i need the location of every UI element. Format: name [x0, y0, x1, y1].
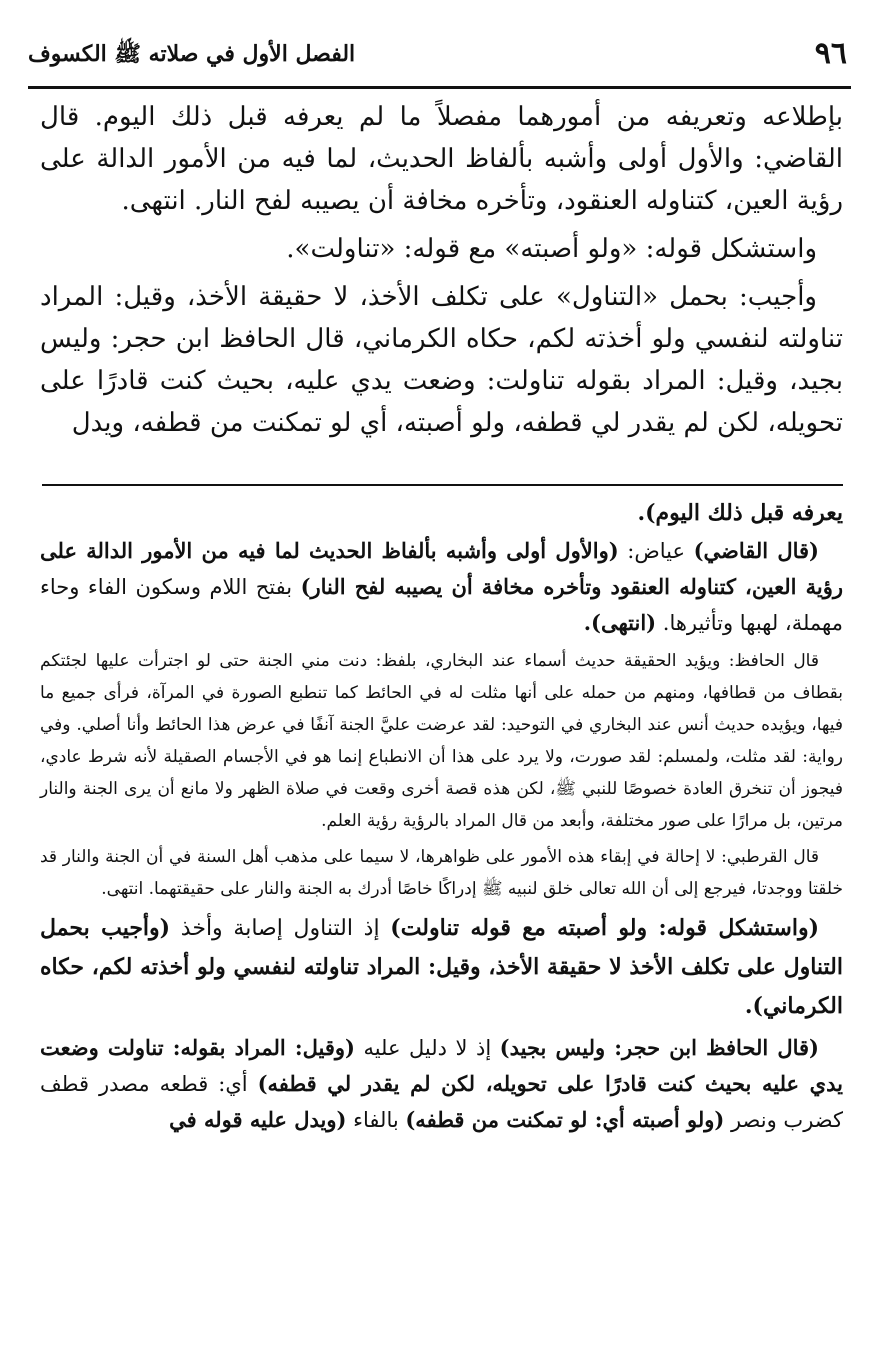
- main-paragraph-2: واستشكل قوله: «ولو أصبته» مع قوله: «تناولت».: [286, 234, 817, 264]
- commentary-plain: بالفاء: [346, 1108, 406, 1132]
- main-paragraph-1: بإطلاعه وتعريفه من أمورهما مفصلاً ما لم يعرفه قبل ذلك اليوم. قال القاضي: والأول أولى وأشبه بألفاظ الحديث، لما فيه من الأمور الدالة على رؤية العين، كتناوله العنقود، وتأخره مخافة أن يصيبه لفح النار. انتهى.: [40, 102, 843, 216]
- commentary-paragraph-4: قال القرطبي: لا إحالة في إبقاء هذه الأمور على ظواهرها، لا سيما على مذهب أهل السنة في أن الجنة والنار قد خلقتا ووجدتا، فيرجع إلى أن الله تعالى خلق لنبيه ﷺ إدراكًا خاصًا أدرك به الجنة والنار على حقيقتهما. انتهى.: [40, 847, 843, 899]
- commentary-bold: (وأجيب بحمل التناول على تكلف الأخذ لا حقيقة الأخذ، وقيل: المراد تناولته لنفسي ولو أخذته لكم، حكاه الكرماني).: [40, 915, 843, 1019]
- commentary-plain: عياض:: [618, 539, 694, 563]
- commentary-plain: أي: قطعه مصدر قطف كضرب ونصر: [40, 1072, 843, 1132]
- running-title: الفصل الأول في صلاته ﷺ الكسوف: [28, 41, 356, 67]
- header-rule: [28, 86, 851, 89]
- commentary-plain: إذ لا دليل عليه: [354, 1036, 500, 1060]
- commentary-bold: يعرفه قبل ذلك اليوم).: [637, 500, 843, 526]
- main-text: [40, 96, 843, 444]
- commentary-bold: (ولو أصبته أي: لو تمكنت من قطفه): [405, 1107, 725, 1132]
- section-rule: [42, 484, 843, 486]
- commentary-paragraph-2: [40, 533, 843, 641]
- commentary-paragraph-6: [40, 1030, 843, 1138]
- commentary-bold: (واستشكل قوله: ولو أصبته مع قوله تناولت): [390, 915, 819, 941]
- commentary: [40, 494, 843, 1138]
- commentary-bold: (قال القاضي): [693, 538, 819, 563]
- commentary-bold: (وقيل: المراد بقوله: تناولت وضعت يدي عليه بحيث كنت قادرًا على تحويله، لكن لم يقدر لي قطفه): [40, 1035, 843, 1096]
- commentary-bold: (انتهى).: [583, 610, 657, 635]
- commentary-line-1: [40, 494, 843, 533]
- commentary-plain: بفتح اللام وسكون الفاء وحاء مهملة، لهبها وتأثيرها.: [40, 575, 843, 635]
- commentary-bold: (قال الحافظ ابن حجر: وليس بجيد): [499, 1035, 819, 1060]
- commentary-bold: (والأول أولى وأشبه بألفاظ الحديث لما فيه من الأمور الدالة على رؤية العين، كتناوله العنقود وتأخره مخافة أن يصيبه لفح النار): [40, 538, 843, 599]
- commentary-plain: إذ التناول إصابة وأخذ: [170, 916, 391, 941]
- commentary-bold: (ويدل عليه قوله في: [169, 1107, 347, 1132]
- page-number: ٩٦: [814, 36, 847, 71]
- page-header: [28, 34, 851, 80]
- commentary-paragraph-5: [40, 909, 843, 1026]
- main-paragraph-3: وأجيب: بحمل «التناول» على تكلف الأخذ، لا حقيقة الأخذ، وقيل: المراد تناولته لنفسي ولو أخذته لكم، حكاه الكرماني، قال الحافظ ابن حجر: وليس بجيد، وقيل: المراد بقوله تناولت: وضعت يدي عليه، بحيث كنت قادرًا على تحويله، لكن لم يقدر لي قطفه، ولو أصبته، أي لو تمكنت من قطفه، ويدل: [40, 282, 843, 438]
- commentary-paragraph-3: قال الحافظ: ويؤيد الحقيقة حديث أسماء عند البخاري، بلفظ: دنت مني الجنة حتى لو اجترأت عليها لجئتكم بقطاف من قطافها، ومنهم من حمله على أنها مثلت له في الحائط كما تنطبع الصورة في المرآة، فرأى جميع ما فيها، ويؤيده حديث أنس عند البخاري في التوحيد: لقد عرضت عليَّ الجنة آنفًا في عرض هذا الحائط وأنا أصلي. وفي رواية: لقد مثلت، ولمسلم: لقد صورت، ولا يرد على هذا أن الانطباع إنما هو في الأجسام الصقيلة لأنه شرط عادي، فيجوز أن تنخرق العادة خصوصًا للنبي ﷺ، لكن هذه قصة أخرى وقعت في صلاة الظهر ولا مانع أن يرى الجنة والنار مرتين، بل مرارًا على صور مختلفة، وأبعد من قال المراد بالرؤية رؤية العلم.: [40, 651, 843, 831]
